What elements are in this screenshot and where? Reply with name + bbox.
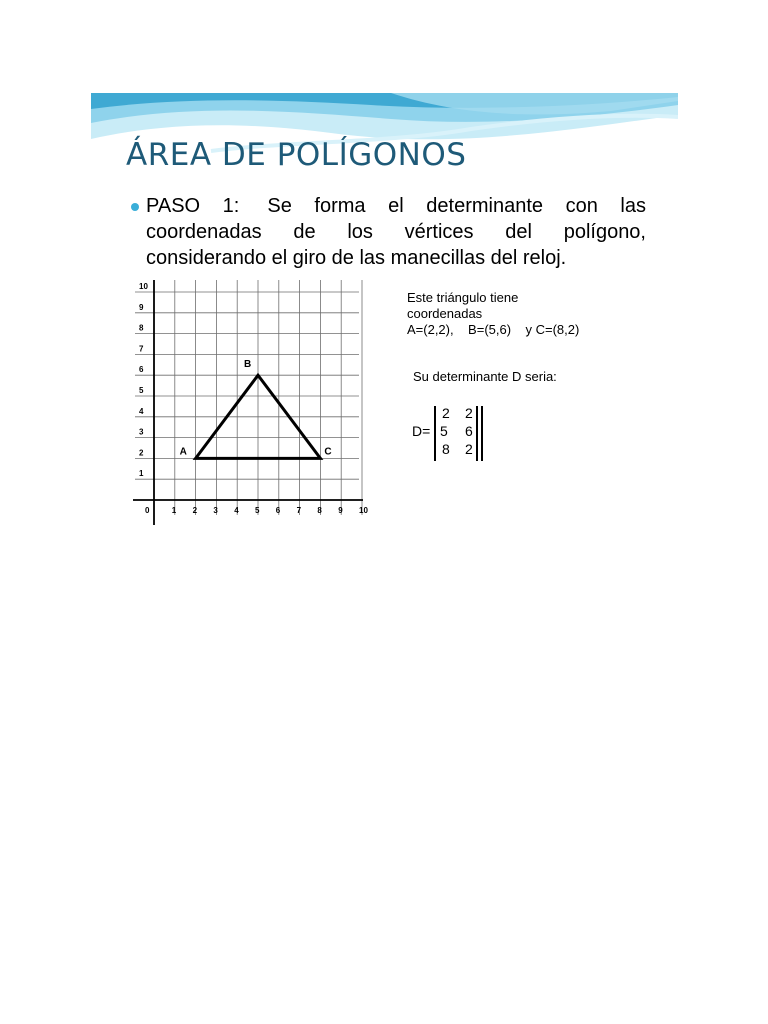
y-tick-label: 1 [139,469,144,479]
slide [91,93,678,546]
step-label: PASO 1: [146,195,240,217]
step-paragraph [146,193,646,271]
determinant-bar-left [434,406,436,461]
step-line-3: considerando el giro de las manecillas del reloj. [146,247,567,269]
vertex-label: B [244,359,252,371]
info-line-2: coordenadas [407,306,483,321]
step-line-1 [146,193,646,219]
y-tick-label: 5 [139,386,144,395]
x-tick-label: 1 [171,506,177,515]
y-tick-label: 7 [139,344,144,354]
y-tick-label: 4 [139,406,144,416]
determinant-bar-mid [476,406,478,461]
determinant-label: D= [412,423,431,439]
x-tick-label: 6 [275,506,281,515]
vertex-label: C [324,446,332,458]
x-tick-label: 4 [234,506,239,515]
det-cell: 8 [442,441,450,457]
grid-background [135,280,359,516]
x-tick-label: 7 [296,506,302,515]
y-tick-label: 2 [139,448,144,458]
x-tick-label: 5 [255,506,260,515]
x-tick-label: 10 [359,506,368,515]
slide-title: ÁREA DE POLÍGONOS [126,137,467,173]
det-cell: 5 [440,423,448,439]
info-line-3: A=(2,2), B=(5,6) y C=(8,2) [407,322,580,337]
det-cell: 6 [465,423,473,439]
y-tick-label: 3 [139,427,144,437]
coordinate-grid [131,275,371,531]
triangle-info [407,290,579,338]
det-cell: 2 [465,405,473,421]
y-tick-label: 8 [139,323,144,333]
y-tick-label: 10 [139,282,148,291]
x-tick-label: 9 [338,506,343,515]
x-tick-label: 8 [317,506,322,515]
y-tick-label: 9 [139,302,144,312]
det-cell: 2 [465,441,473,457]
bullet-icon [131,203,139,211]
vertex-label: A [179,446,187,458]
x-tick-label: 2 [192,506,198,515]
x-tick-label: 3 [213,506,218,515]
step-line-2: coordenadas de los vértices del polígono, [146,221,646,243]
determinant-caption: Su determinante D seria: [413,369,557,384]
y-tick-label: 6 [139,365,144,375]
det-cell: 2 [442,405,450,421]
info-line-1: Este triángulo tiene [407,290,519,305]
step-line-1-text: Se forma el determinante con las [267,195,646,217]
x-tick-label: 0 [145,506,150,515]
determinant-bar-right [481,406,483,461]
